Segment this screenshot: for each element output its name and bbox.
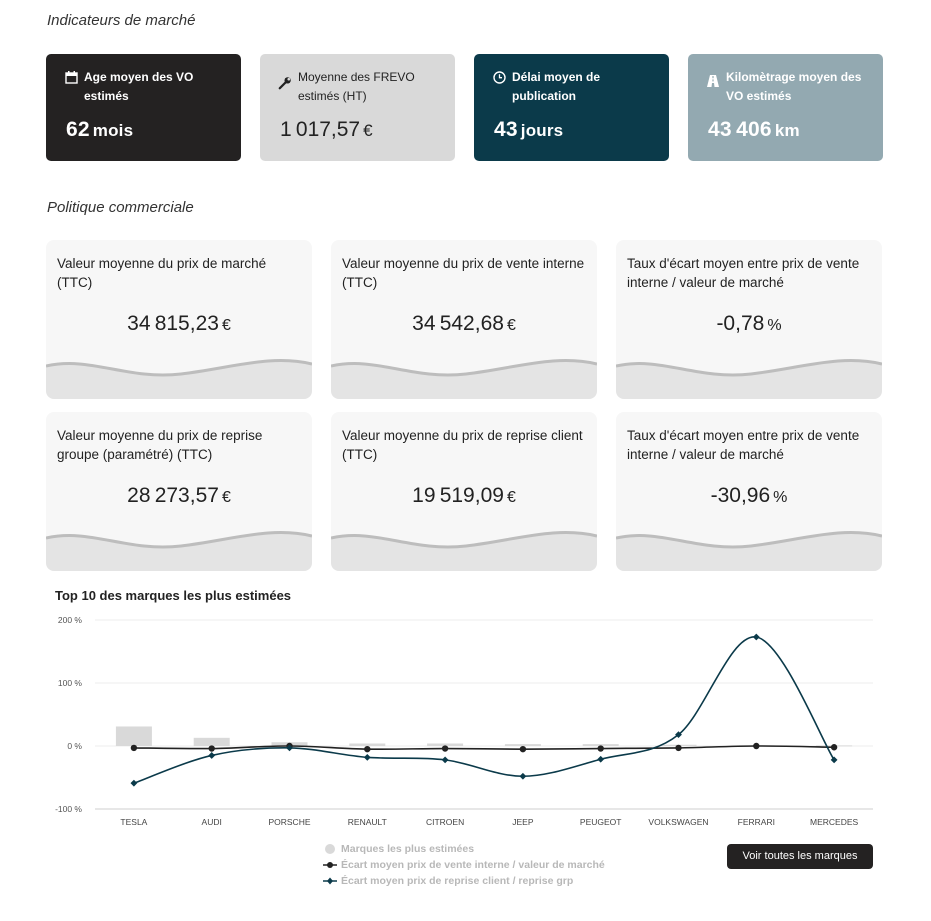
- card-wave-decoration: [331, 526, 597, 571]
- data-point: [753, 634, 760, 641]
- data-point: [209, 745, 215, 751]
- kpi-value: 43 jours: [494, 118, 564, 141]
- data-point: [520, 746, 526, 752]
- card-avg-gap-rate-trade-in: [616, 412, 882, 571]
- y-tick-label: 0 %: [67, 741, 82, 751]
- data-point: [598, 745, 604, 751]
- card-title: Taux d'écart moyen entre prix de vente interne / valeur de marché: [627, 428, 860, 462]
- x-tick-label: VOLKSWAGEN: [648, 817, 709, 827]
- commercial-policy-title: Politique commerciale: [47, 199, 194, 216]
- x-tick-label: TESLA: [120, 817, 148, 827]
- card-title: Valeur moyenne du prix de reprise client (TTC): [342, 428, 583, 462]
- data-point: [831, 744, 837, 750]
- bar: [194, 738, 230, 746]
- legend-line-marker: [323, 860, 337, 870]
- road-icon: [706, 74, 720, 88]
- data-point: [364, 746, 370, 752]
- data-point: [753, 743, 759, 749]
- legend-item-trade-in-gap[interactable]: [323, 873, 605, 889]
- y-tick-label: 100 %: [57, 678, 82, 688]
- wrench-icon: [278, 76, 292, 90]
- card-value: 34 542,68 €: [412, 312, 516, 335]
- legend-item-bars[interactable]: [323, 841, 605, 857]
- card-avg-gap-rate-market: [616, 240, 882, 399]
- card-title: Taux d'écart moyen entre prix de vente interne / valeur de marché: [627, 256, 860, 290]
- market-indicators-title: Indicateurs de marché: [47, 12, 196, 29]
- card-avg-group-trade-in-price: [46, 412, 312, 571]
- card-title: Valeur moyenne du prix de marché (TTC): [57, 256, 267, 290]
- data-point: [675, 745, 681, 751]
- card-avg-market-price: [46, 240, 312, 399]
- card-wave-decoration: [46, 526, 312, 571]
- legend-item-sale-gap[interactable]: [323, 857, 605, 873]
- bar: [116, 726, 152, 746]
- kpi-label: Délai moyen de publication: [512, 70, 601, 103]
- top-brands-chart: [0, 605, 931, 835]
- card-wave-decoration: [331, 354, 597, 399]
- clock-icon: [492, 70, 506, 84]
- legend-label: Écart moyen prix de reprise client / reprise grp: [341, 875, 574, 887]
- kpi-value: 62 mois: [66, 118, 134, 141]
- kpi-value: 1 017,57 €: [280, 118, 373, 141]
- x-tick-label: FERRARI: [737, 817, 775, 827]
- card-value: 28 273,57 €: [127, 484, 231, 507]
- kpi-value: 43 406 km: [708, 118, 800, 141]
- series-line: [134, 637, 834, 783]
- kpi-label: Kilomètrage moyen des VO estimés: [726, 70, 862, 103]
- data-point: [597, 756, 604, 763]
- card-avg-internal-sale-price: [331, 240, 597, 399]
- kpi-label: Moyenne des FREVO estimés (HT): [298, 70, 415, 103]
- bar: [505, 744, 541, 746]
- legend-label: Écart moyen prix de vente interne / valeur de marché: [341, 859, 605, 871]
- calendar-icon: [64, 70, 78, 84]
- data-point: [520, 773, 527, 780]
- card-title: Valeur moyenne du prix de reprise groupe (paramétré) (TTC): [57, 428, 263, 462]
- x-tick-label: PORSCHE: [268, 817, 311, 827]
- bar: [349, 743, 385, 746]
- chart-legend: [323, 841, 605, 889]
- card-value: 19 519,09 €: [412, 484, 516, 507]
- card-value: -0,78 %: [716, 312, 782, 335]
- x-tick-label: JEEP: [512, 817, 534, 827]
- data-point: [364, 754, 371, 761]
- data-point: [131, 745, 137, 751]
- card-value: -30,96 %: [710, 484, 788, 507]
- kpi-card-avg-publication-delay: [474, 54, 669, 161]
- data-point: [131, 780, 138, 787]
- x-tick-label: RENAULT: [347, 817, 387, 827]
- data-point: [831, 756, 838, 763]
- card-avg-client-trade-in-price: [331, 412, 597, 571]
- view-all-brands-button[interactable]: Voir toutes les marques: [727, 844, 873, 869]
- y-tick-label: -100 %: [55, 804, 82, 814]
- legend-line-marker: [323, 876, 337, 886]
- card-title: Valeur moyenne du prix de vente interne (TTC): [342, 256, 585, 290]
- card-value: 34 815,23 €: [127, 312, 231, 335]
- card-wave-decoration: [616, 526, 882, 571]
- kpi-card-avg-mileage: [688, 54, 883, 161]
- data-point: [208, 752, 215, 759]
- data-point: [442, 745, 448, 751]
- legend-label: Marques les plus estimées: [341, 843, 475, 855]
- kpi-label: Age moyen des VO estimés: [84, 70, 194, 103]
- y-tick-label: 200 %: [57, 615, 82, 625]
- data-point: [442, 756, 449, 763]
- card-wave-decoration: [46, 354, 312, 399]
- chart-title: Top 10 des marques les plus estimées: [55, 588, 292, 603]
- x-tick-label: AUDI: [201, 817, 222, 827]
- card-wave-decoration: [616, 354, 882, 399]
- x-tick-label: CITROEN: [425, 817, 465, 827]
- x-tick-label: MERCEDES: [810, 817, 859, 827]
- legend-circle-marker: [323, 844, 337, 854]
- kpi-card-avg-frevo: [260, 54, 455, 161]
- x-tick-label: PEUGEOT: [579, 817, 622, 827]
- kpi-card-avg-age: [46, 54, 241, 161]
